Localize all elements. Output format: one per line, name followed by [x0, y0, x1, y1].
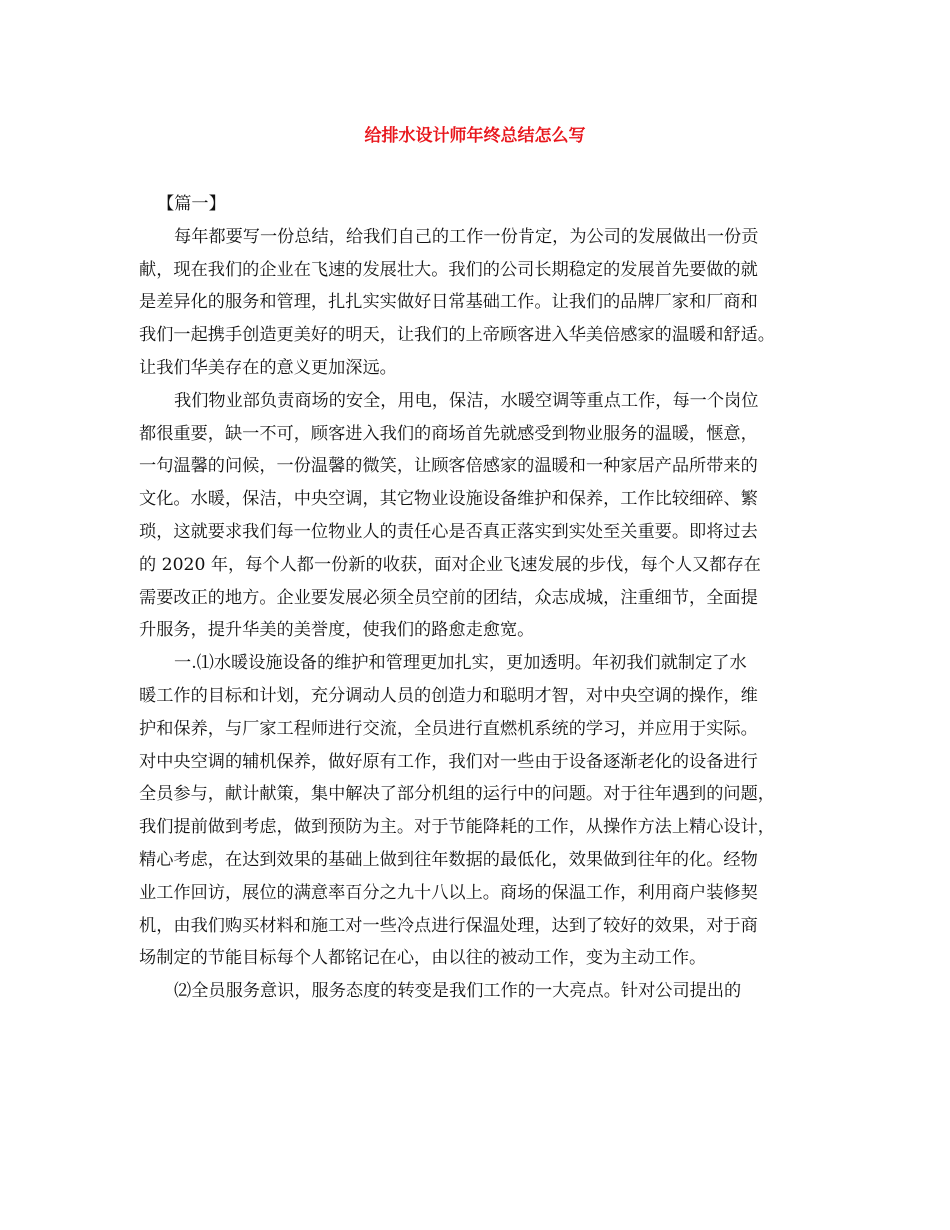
- text-line: 一.⑴水暖设施设备的维护和管理更加扎实，更加透明。年初我们就制定了水: [174, 653, 747, 674]
- text-line: 机，由我们购买材料和施工对一些冷点进行保温处理，达到了较好的效果，对于商: [139, 915, 758, 936]
- text-line: 需要改正的地方。企业要发展必须全员空前的团结，众志成城，注重细节，全面提: [139, 587, 758, 608]
- text-line: 对中央空调的辅机保养，做好原有工作，我们对一些由于设备逐渐老化的设备进行: [139, 751, 758, 772]
- text-line: 琐，这就要求我们每一位物业人的责任心是否真正落实到实处至关重要。即将过去: [139, 521, 758, 542]
- text-line: 暖工作的目标和计划，充分调动人员的创造力和聪明才智，对中央空调的操作，维: [139, 685, 758, 706]
- paragraph-4: [139, 975, 815, 1008]
- text-line: 我们一起携手创造更美好的明天，让我们的上帝顾客进入华美倍感家的温暖和舒适。: [139, 325, 775, 346]
- text-line: ⑵全员服务意识，服务态度的转变是我们工作的一大亮点。针对公司提出的: [174, 981, 742, 1002]
- text-line: 献，现在我们的企业在飞速的发展壮大。我们的公司长期稳定的发展首先要做的就: [139, 259, 758, 280]
- text-line: 业工作回访，展位的满意率百分之九十八以上。商场的保温工作，利用商户装修契: [139, 882, 758, 903]
- section-label: 【篇一】: [157, 194, 226, 214]
- text-line: 我们提前做到考虑，做到预防为主。对于节能降耗的工作，从操作方法上精心设计，: [139, 817, 775, 838]
- text-line: 场制定的节能目标每个人都铭记在心，由以往的被动工作，变为主动工作。: [139, 948, 707, 969]
- text-line: 一句温馨的问候，一份温馨的微笑，让顾客倍感家的温暖和一种家居产品所带来的: [139, 456, 758, 477]
- text-line: 全员参与，献计献策，集中解决了部分机组的运行中的问题。对于往年遇到的问题，: [139, 784, 775, 805]
- text-line: 我们物业部负责商场的安全，用电，保洁，水暖空调等重点工作，每一个岗位: [174, 390, 759, 411]
- document-title: 给排水设计师年终总结怎么写: [364, 126, 586, 146]
- document-body: [139, 188, 815, 1008]
- paragraph-2: [139, 385, 815, 647]
- text-line: 每年都要写一份总结，给我们自己的工作一份肯定，为公司的发展做出一份贡: [174, 226, 759, 247]
- text-line: 升服务，提升华美的美誉度，使我们的路愈走愈宽。: [139, 620, 535, 641]
- text-line: 都很重要，缺一不可，顾客进入我们的商场首先就感受到物业服务的温暖，惬意，: [139, 423, 758, 444]
- text-line: 护和保养，与厂家工程师进行交流，全员进行直燃机系统的学习，并应用于实际。: [139, 718, 758, 739]
- text-line: 文化。水暖，保洁，中央空调，其它物业设施设备维护和保养，工作比较细碎、繁: [139, 489, 758, 510]
- text-line: 精心考虑，在达到效果的基础上做到往年数据的最低化，效果做到往年的化。经物: [139, 849, 758, 870]
- text-line: 的 2020 年，每个人都一份新的收获，面对企业飞速发展的步伐，每个人又都存在: [139, 554, 761, 575]
- text-line: 是差异化的服务和管理，扎扎实实做好日常基础工作。让我们的品牌厂家和厂商和: [139, 292, 758, 313]
- text-line: 让我们华美存在的意义更加深远。: [139, 357, 397, 378]
- paragraph-1: [139, 221, 815, 385]
- paragraph-3: [139, 647, 815, 975]
